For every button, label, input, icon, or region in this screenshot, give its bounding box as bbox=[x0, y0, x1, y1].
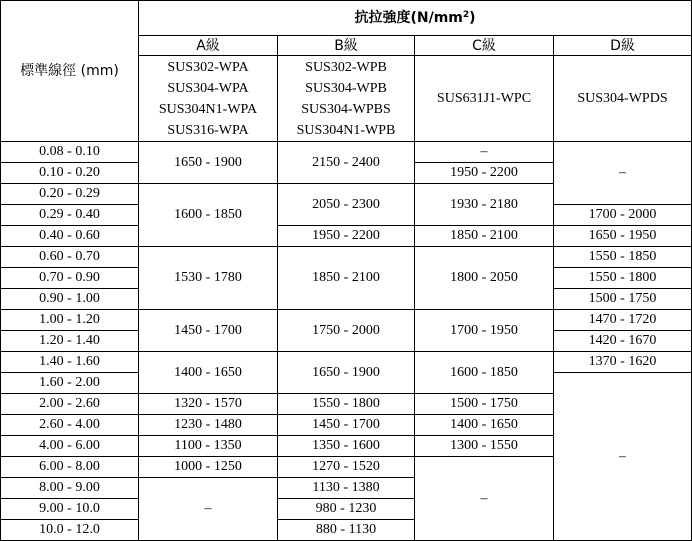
a-value-cell: – bbox=[139, 478, 278, 541]
a-value-cell: 1600 - 1850 bbox=[139, 184, 278, 247]
material-b-3: SUS304-WPBS bbox=[301, 101, 391, 117]
grade-d-materials: SUS304-WPDS bbox=[554, 56, 692, 142]
diameter-cell: 0.60 - 0.70 bbox=[1, 247, 139, 268]
c-value-cell: 1600 - 1850 bbox=[415, 352, 554, 394]
material-a-1: SUS302-WPA bbox=[167, 59, 249, 75]
grade-a-header: A級 bbox=[139, 36, 278, 56]
b-value-cell: 880 - 1130 bbox=[278, 520, 415, 541]
grade-c-materials: SUS631J1-WPC bbox=[415, 56, 554, 142]
d-value-cell: 1550 - 1850 bbox=[554, 247, 692, 268]
a-value-cell: 1320 - 1570 bbox=[139, 394, 278, 415]
d-value-cell: 1700 - 2000 bbox=[554, 205, 692, 226]
a-value-cell: 1230 - 1480 bbox=[139, 415, 278, 436]
d-value-cell: 1370 - 1620 bbox=[554, 352, 692, 373]
d-value-cell: 1500 - 1750 bbox=[554, 289, 692, 310]
c-value-cell: 1700 - 1950 bbox=[415, 310, 554, 352]
diameter-cell: 0.08 - 0.10 bbox=[1, 142, 139, 163]
b-value-cell: 1650 - 1900 bbox=[278, 352, 415, 394]
diameter-cell: 2.60 - 4.00 bbox=[1, 415, 139, 436]
b-value-cell: 1130 - 1380 bbox=[278, 478, 415, 499]
d-value-cell: – bbox=[554, 373, 692, 541]
grade-c-header: C級 bbox=[415, 36, 554, 56]
grade-a-materials bbox=[139, 56, 278, 142]
b-value-cell: 1270 - 1520 bbox=[278, 457, 415, 478]
material-b-4: SUS304N1-WPB bbox=[296, 122, 396, 138]
c-value-cell: 1950 - 2200 bbox=[415, 163, 554, 184]
diameter-cell: 10.0 - 12.0 bbox=[1, 520, 139, 541]
diameter-cell: 4.00 - 6.00 bbox=[1, 436, 139, 457]
diameter-cell: 0.90 - 1.00 bbox=[1, 289, 139, 310]
header-standard-diameter: 標準線徑 (mm) bbox=[1, 1, 139, 142]
d-value-cell: – bbox=[554, 142, 692, 205]
b-value-cell: 1350 - 1600 bbox=[278, 436, 415, 457]
b-value-cell: 1950 - 2200 bbox=[278, 226, 415, 247]
d-value-cell: 1420 - 1670 bbox=[554, 331, 692, 352]
header-tensile-strength bbox=[139, 1, 692, 36]
diameter-cell: 8.00 - 9.00 bbox=[1, 478, 139, 499]
c-value-cell: 1850 - 2100 bbox=[415, 226, 554, 247]
diameter-cell: 9.00 - 10.0 bbox=[1, 499, 139, 520]
diameter-cell: 0.20 - 0.29 bbox=[1, 184, 139, 205]
b-value-cell: 2050 - 2300 bbox=[278, 184, 415, 226]
grade-b-header: B級 bbox=[278, 36, 415, 56]
header-tensile-text: 抗拉強度(N/mm bbox=[354, 10, 463, 26]
header-tensile-close: ) bbox=[469, 10, 476, 26]
c-value-cell: 1930 - 2180 bbox=[415, 184, 554, 226]
diameter-cell: 1.00 - 1.20 bbox=[1, 310, 139, 331]
c-value-cell: 1800 - 2050 bbox=[415, 247, 554, 310]
diameter-cell: 0.40 - 0.60 bbox=[1, 226, 139, 247]
c-value-cell: – bbox=[415, 457, 554, 541]
a-value-cell: 1450 - 1700 bbox=[139, 310, 278, 352]
a-value-cell: 1650 - 1900 bbox=[139, 142, 278, 184]
diameter-cell: 0.70 - 0.90 bbox=[1, 268, 139, 289]
material-a-4: SUS316-WPA bbox=[167, 122, 249, 138]
d-value-cell: 1470 - 1720 bbox=[554, 310, 692, 331]
b-value-cell: 1850 - 2100 bbox=[278, 247, 415, 310]
diameter-cell: 0.10 - 0.20 bbox=[1, 163, 139, 184]
material-b-2: SUS304-WPB bbox=[305, 80, 387, 96]
material-a-2: SUS304-WPA bbox=[167, 80, 249, 96]
material-a-3: SUS304N1-WPA bbox=[158, 101, 258, 117]
c-value-cell: 1300 - 1550 bbox=[415, 436, 554, 457]
c-value-cell: 1500 - 1750 bbox=[415, 394, 554, 415]
a-value-cell: 1000 - 1250 bbox=[139, 457, 278, 478]
diameter-cell: 2.00 - 2.60 bbox=[1, 394, 139, 415]
a-value-cell: 1530 - 1780 bbox=[139, 247, 278, 310]
b-value-cell: 1450 - 1700 bbox=[278, 415, 415, 436]
b-value-cell: 1550 - 1800 bbox=[278, 394, 415, 415]
b-value-cell: 1750 - 2000 bbox=[278, 310, 415, 352]
diameter-cell: 1.60 - 2.00 bbox=[1, 373, 139, 394]
a-value-cell: 1100 - 1350 bbox=[139, 436, 278, 457]
diameter-cell: 1.20 - 1.40 bbox=[1, 331, 139, 352]
b-value-cell: 980 - 1230 bbox=[278, 499, 415, 520]
a-value-cell: 1400 - 1650 bbox=[139, 352, 278, 394]
material-b-1: SUS302-WPB bbox=[305, 59, 387, 75]
diameter-cell: 0.29 - 0.40 bbox=[1, 205, 139, 226]
grade-b-materials bbox=[278, 56, 415, 142]
d-value-cell: 1650 - 1950 bbox=[554, 226, 692, 247]
header-tensile-superscript: 2 bbox=[462, 10, 470, 20]
c-value-cell: 1400 - 1650 bbox=[415, 415, 554, 436]
grade-d-header: D級 bbox=[554, 36, 692, 56]
d-value-cell: 1550 - 1800 bbox=[554, 268, 692, 289]
c-value-cell: – bbox=[415, 142, 554, 163]
diameter-cell: 6.00 - 8.00 bbox=[1, 457, 139, 478]
diameter-cell: 1.40 - 1.60 bbox=[1, 352, 139, 373]
b-value-cell: 2150 - 2400 bbox=[278, 142, 415, 184]
